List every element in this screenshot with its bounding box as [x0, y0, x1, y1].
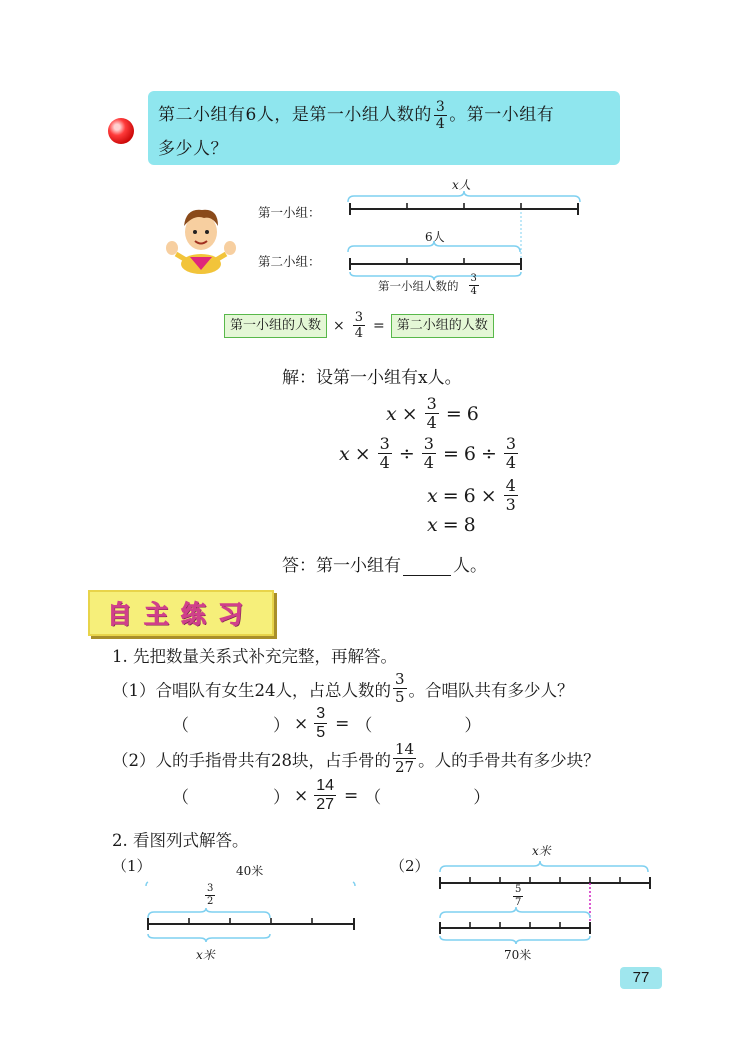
- q1-text-b: 。合唱队共有多少人？: [408, 680, 574, 700]
- relation-frac-den: 4: [354, 326, 364, 341]
- problem-line2: 多少人？: [158, 139, 228, 159]
- exercise1-q2: [112, 742, 600, 775]
- eq2-eq: =: [442, 442, 459, 465]
- eq2-frac-c-num: 3: [505, 434, 517, 453]
- sub1-top-label: 40米: [236, 864, 264, 878]
- eq2-x: x: [339, 442, 350, 465]
- relation-row: [224, 311, 494, 340]
- boy-illustration: [160, 202, 242, 274]
- eq1-frac: [425, 396, 439, 431]
- section-title: [88, 590, 274, 636]
- eq1-times: ×: [401, 402, 418, 425]
- q2-paren-open-1: （: [172, 788, 189, 808]
- q1-fraction: [393, 672, 407, 705]
- relation-equals: =: [373, 317, 385, 334]
- q2-paren-close-2: ）: [473, 788, 491, 808]
- eq3-x: x: [427, 484, 438, 507]
- eq3-frac-den: 3: [505, 495, 516, 514]
- solution-intro: 解：设第一小组有x人。: [282, 368, 462, 388]
- group2-label: 第二小组：: [258, 254, 321, 269]
- red-ball-icon: [108, 118, 134, 144]
- q2-frac-den: 27: [395, 758, 415, 776]
- eq2-frac-b: [422, 436, 436, 471]
- sub1-frac-num: 3: [207, 883, 214, 894]
- eq2-times: ×: [354, 442, 371, 465]
- eq2-div: ÷: [398, 442, 415, 465]
- caption-frac-den: 4: [470, 286, 477, 297]
- fraction-caption-text: 第一小组人数的: [378, 278, 459, 293]
- eq3-frac: [504, 478, 518, 513]
- relation-box-group1: 第一小组的人数: [224, 314, 327, 338]
- eq2-six: 6: [463, 442, 476, 465]
- eq1-rhs: 6: [466, 402, 479, 425]
- q2-fraction: [393, 742, 416, 775]
- q2-relation-frac: [314, 778, 336, 813]
- sub2-frac-den: 7: [515, 897, 522, 908]
- sub2-top-label: x米: [532, 844, 551, 858]
- problem-fraction: [434, 100, 447, 131]
- equation-line-1: [386, 396, 479, 431]
- eq3-six: 6: [463, 484, 476, 507]
- eq2-frac-b-den: 4: [423, 453, 434, 472]
- q1-paren-close-1: ）: [273, 716, 290, 736]
- q2-frac-num: 14: [395, 740, 415, 758]
- problem-text: [158, 98, 618, 166]
- answer-line: [282, 551, 487, 576]
- equation-line-3: [427, 478, 520, 513]
- eq3-times: ×: [480, 484, 497, 507]
- sub2-diagram: [432, 858, 658, 944]
- relation-frac-num: 3: [354, 310, 364, 325]
- answer-blank[interactable]: [403, 557, 451, 576]
- eq2-frac-c-den: 4: [505, 453, 517, 472]
- exercise1-q1: [112, 672, 574, 705]
- exercise2-heading: 2. 看图列式解答。: [112, 831, 249, 850]
- group1-label: 第一小组：: [258, 205, 321, 220]
- eq4-eight: 8: [463, 514, 476, 536]
- q2-text-a: （2）人的手指骨共有28块，占手骨的: [112, 750, 391, 770]
- q1-relation-row: [172, 706, 481, 741]
- relation-fraction: [353, 311, 365, 340]
- eq2-frac-a-num: 3: [379, 434, 390, 453]
- relation-times: ×: [333, 317, 345, 334]
- x-people-label: x人: [452, 178, 471, 192]
- q1-paren-open-2: （: [355, 716, 373, 736]
- problem-line1-a: 第二小组有6人，是第一小组人数的: [158, 105, 432, 125]
- sub1-bottom-label: x米: [196, 948, 215, 962]
- eq3-frac-num: 4: [505, 476, 516, 495]
- q2-times: ×: [294, 785, 309, 806]
- sub1-diagram: [140, 878, 362, 948]
- fraction-caption: [378, 274, 481, 297]
- exercise2-sub1-label: （1）: [112, 857, 152, 875]
- eq4-x: x: [427, 514, 438, 536]
- problem-line1-b: 。第一小组有: [449, 105, 555, 125]
- equation-line-2: [339, 436, 520, 471]
- q2-rel-num: 14: [316, 777, 335, 794]
- eq2-frac-a-den: 4: [379, 453, 390, 472]
- answer-prefix: 答：第一小组有: [282, 556, 401, 576]
- sub1-frac-den: 2: [207, 896, 214, 907]
- eq3-eq: =: [442, 484, 459, 507]
- relation-box-group2: 第二小组的人数: [391, 314, 494, 338]
- eq4-eq: =: [442, 514, 459, 536]
- q1-paren-close-2: ）: [464, 716, 482, 736]
- problem-frac-den: 4: [435, 115, 446, 132]
- eq1-frac-num: 3: [426, 394, 437, 413]
- segment-diagram: [340, 188, 590, 280]
- q1-text-a: （1）合唱队有女生24人，占总人数的: [112, 680, 391, 700]
- eq1-frac-den: 4: [426, 413, 437, 432]
- q1-frac-den: 5: [395, 688, 405, 706]
- eq2-frac-b-num: 3: [423, 434, 434, 453]
- q2-paren-close-1: ）: [273, 788, 290, 808]
- q2-equals: =: [344, 785, 359, 806]
- eq2-frac-c: [504, 436, 518, 471]
- eq1-eq: =: [445, 402, 462, 425]
- eq2-frac-a: [378, 436, 392, 471]
- page-number: 77: [620, 967, 662, 989]
- q1-paren-open-1: （: [172, 716, 189, 736]
- exercise2-sub2-label: （2）: [390, 857, 430, 875]
- q2-text-b: 。人的手骨共有多少块？: [418, 750, 600, 770]
- sub2-frac-num: 5: [515, 884, 522, 895]
- q1-times: ×: [294, 713, 309, 734]
- eq1-x: x: [386, 402, 397, 425]
- answer-suffix: 人。: [453, 556, 487, 576]
- six-people-label: 6人: [425, 230, 445, 244]
- q2-paren-open-2: （: [364, 788, 382, 808]
- caption-frac-num: 3: [470, 273, 477, 284]
- section-title-text: 自主练习: [106, 600, 255, 629]
- q1-rel-num: 3: [316, 705, 326, 722]
- fraction-caption-frac: [469, 274, 479, 297]
- q1-relation-frac: [314, 706, 327, 741]
- sub2-bottom-label: 70米: [504, 948, 532, 962]
- q1-rel-den: 5: [316, 724, 326, 741]
- eq2-div2: ÷: [480, 442, 497, 465]
- q1-frac-num: 3: [395, 670, 405, 688]
- q2-relation-row: [172, 778, 490, 813]
- q1-equals: =: [335, 713, 350, 734]
- exercise1-heading: 1. 先把数量关系式补充完整，再解答。: [112, 647, 397, 666]
- problem-frac-num: 3: [435, 98, 446, 115]
- q2-rel-den: 27: [316, 796, 335, 813]
- equation-line-4: [427, 514, 476, 536]
